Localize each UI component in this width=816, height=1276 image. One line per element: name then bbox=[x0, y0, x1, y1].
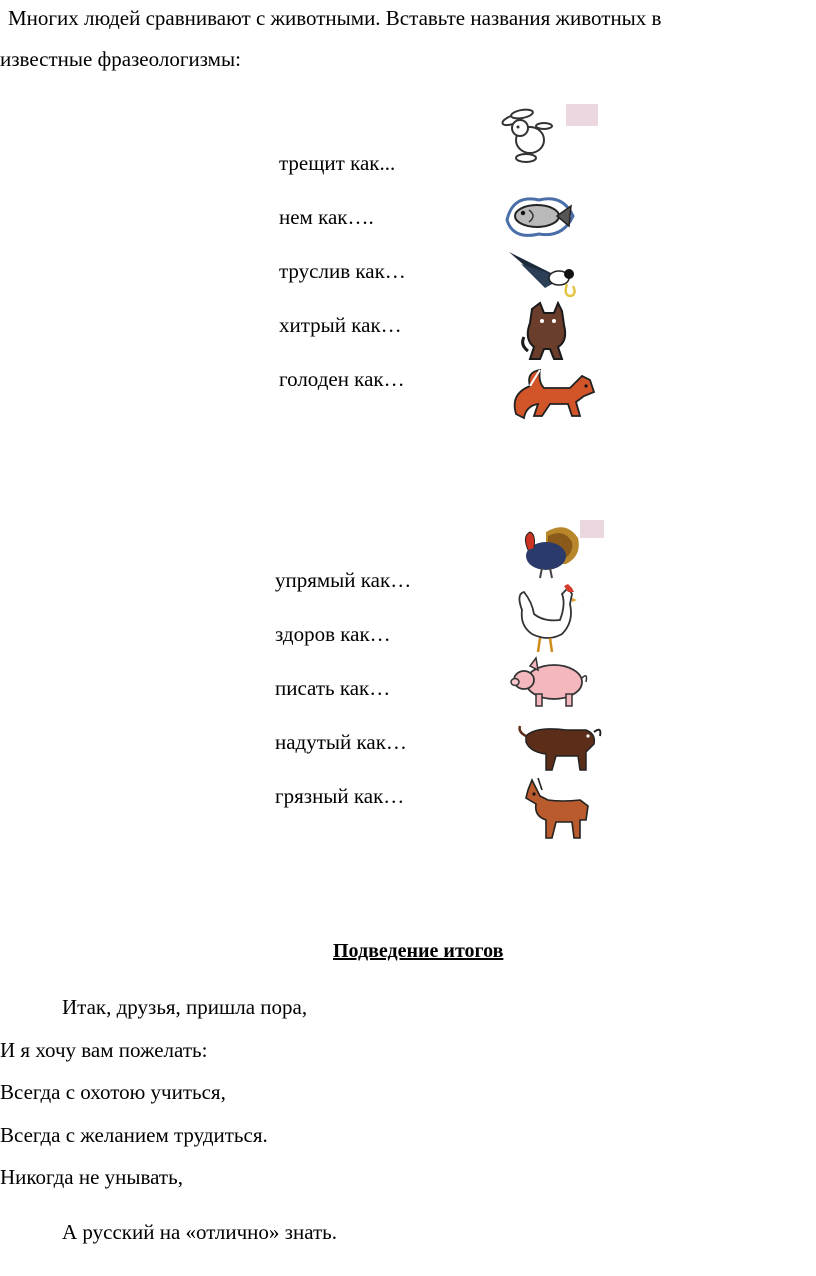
magpie-icon bbox=[505, 244, 581, 300]
phrase-upryamyi: упрямый как… bbox=[275, 568, 412, 592]
intro-line-1: Многих людей сравнивают с животными. Вставьте названия животных в bbox=[8, 6, 662, 30]
poem-line-4: Всегда с желанием трудиться. bbox=[0, 1123, 268, 1147]
placeholder-box bbox=[566, 104, 598, 126]
intro-line-2: известные фразеологизмы: bbox=[0, 47, 241, 71]
wolf-icon bbox=[518, 301, 580, 361]
placeholder-box bbox=[580, 520, 604, 538]
summary-title: Подведение итогов bbox=[333, 940, 504, 962]
rooster-icon bbox=[514, 584, 578, 654]
fish-icon bbox=[503, 190, 577, 240]
poem-line-2: И я хочу вам пожелать: bbox=[0, 1038, 208, 1062]
poem-line-1: Итак, друзья, пришла пора, bbox=[62, 995, 308, 1019]
rabbit-icon bbox=[500, 106, 560, 166]
phrase-nadutyi: надутый как… bbox=[275, 730, 407, 754]
phrase-goloden: голоден как… bbox=[279, 367, 405, 391]
phrase-zdorov: здоров как… bbox=[275, 622, 391, 646]
bull-icon bbox=[516, 722, 604, 774]
pig-icon bbox=[508, 654, 590, 708]
poem-line-3: Всегда с охотою учиться, bbox=[0, 1080, 226, 1104]
fox-icon bbox=[510, 366, 598, 422]
phrase-pisat: писать как… bbox=[275, 676, 391, 700]
phrase-treshchit: трещит как... bbox=[279, 151, 396, 175]
poem-line-6: А русский на «отлично» знать. bbox=[62, 1220, 337, 1244]
turkey-icon bbox=[516, 522, 582, 580]
phrase-trusliv: труслив как… bbox=[279, 259, 406, 283]
phrase-khitryi: хитрый как… bbox=[279, 313, 402, 337]
donkey-icon bbox=[522, 776, 594, 840]
phrase-gryaznyi: грязный как… bbox=[275, 784, 405, 808]
poem-line-5: Никогда не унывать, bbox=[0, 1165, 183, 1189]
phrase-nem: нем как…. bbox=[279, 205, 374, 229]
